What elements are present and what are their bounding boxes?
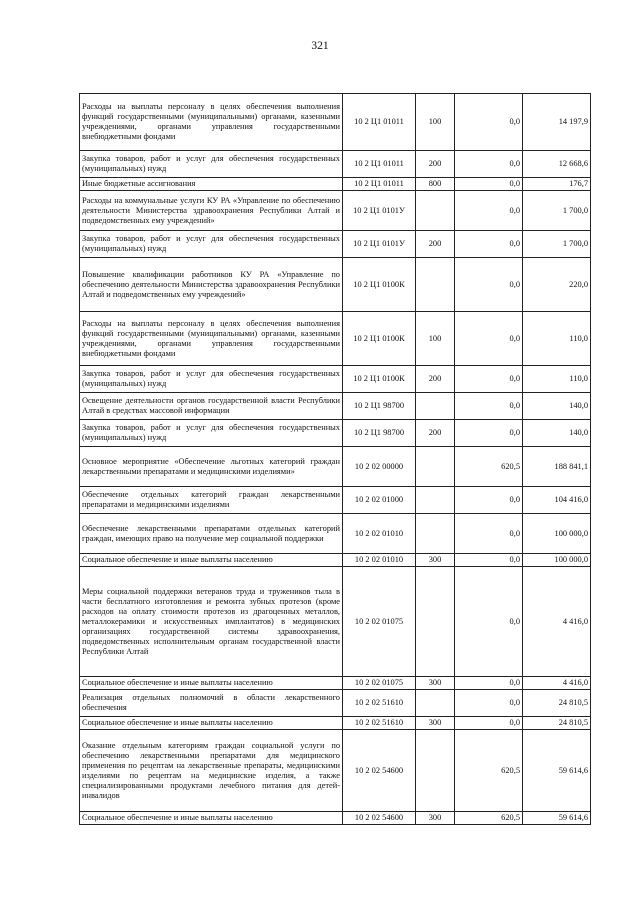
row-amount-2-cell: 104 416,0 (523, 487, 591, 514)
row-name-cell: Социальное обеспечение и иные выплаты населению (80, 554, 343, 567)
row-expense-type-cell: 300 (416, 717, 455, 730)
table-row (80, 94, 591, 151)
row-expense-type-cell (416, 447, 455, 487)
row-expense-type-cell (416, 730, 455, 812)
row-expense-type-cell: 200 (416, 420, 455, 447)
row-amount-1-cell: 0,0 (455, 94, 523, 151)
row-amount-2-cell: 100 000,0 (523, 514, 591, 554)
table-row (80, 191, 591, 231)
row-code-cell: 10 2 Ц1 0100К (343, 312, 416, 366)
table-row (80, 554, 591, 567)
row-amount-1-cell: 0,0 (455, 393, 523, 420)
row-amount-1-cell: 0,0 (455, 191, 523, 231)
row-amount-1-cell: 0,0 (455, 178, 523, 191)
table-row (80, 812, 591, 825)
row-amount-2-cell: 110,0 (523, 366, 591, 393)
row-expense-type-cell: 200 (416, 231, 455, 258)
table-row (80, 567, 591, 677)
row-expense-type-cell: 200 (416, 366, 455, 393)
row-code-cell: 10 2 Ц1 98700 (343, 420, 416, 447)
row-expense-type-cell (416, 191, 455, 231)
row-name-cell: Реализация отдельных полномочий в области лекарственного обеспечения (80, 690, 343, 717)
table-row (80, 717, 591, 730)
row-expense-type-cell (416, 393, 455, 420)
row-amount-1-cell: 0,0 (455, 258, 523, 312)
row-code-cell: 10 2 02 01010 (343, 514, 416, 554)
row-amount-1-cell: 0,0 (455, 151, 523, 178)
row-amount-2-cell: 110,0 (523, 312, 591, 366)
table-row (80, 514, 591, 554)
row-name-cell: Основное мероприятие «Обеспечение льготных категорий граждан лекарственными препаратами и медицинскими изделиями» (80, 447, 343, 487)
row-code-cell: 10 2 02 01075 (343, 567, 416, 677)
row-expense-type-cell (416, 514, 455, 554)
row-amount-1-cell: 0,0 (455, 366, 523, 393)
row-amount-2-cell: 188 841,1 (523, 447, 591, 487)
row-amount-2-cell: 100 000,0 (523, 554, 591, 567)
table-row (80, 393, 591, 420)
row-name-cell: Освещение деятельности органов государственной власти Республики Алтай в средствах массовой информации (80, 393, 343, 420)
row-expense-type-cell: 300 (416, 554, 455, 567)
row-name-cell: Оказание отдельным категориям граждан социальной услуги по обеспечению лекарственными препаратами для медицинского применения по рецептам на лекарственные препараты, медицинскими изделиями по рецептам на медицинские изделия, а также специализированными продуктами лечебного питания для детей-инвалидов (80, 730, 343, 812)
row-amount-2-cell: 14 197,9 (523, 94, 591, 151)
row-name-cell: Закупка товаров, работ и услуг для обеспечения государственных (муниципальных) нужд (80, 151, 343, 178)
row-code-cell: 10 2 Ц1 0101У (343, 191, 416, 231)
table-row (80, 258, 591, 312)
row-code-cell: 10 2 Ц1 0101У (343, 231, 416, 258)
page-number: 321 (311, 40, 329, 52)
row-amount-2-cell: 4 416,0 (523, 677, 591, 690)
row-name-cell: Расходы на коммунальные услуги КУ РА «Управление по обеспечению деятельности Министерства здравоохранения Республики Алтай и подведомственных ему учреждений» (80, 191, 343, 231)
row-amount-1-cell: 0,0 (455, 231, 523, 258)
row-code-cell: 10 2 02 54600 (343, 730, 416, 812)
row-code-cell: 10 2 02 51610 (343, 690, 416, 717)
row-name-cell: Обеспечение отдельных категорий граждан лекарственными препаратами и медицинскими изделиями (80, 487, 343, 514)
row-amount-1-cell: 0,0 (455, 420, 523, 447)
table-row (80, 312, 591, 366)
table-row (80, 420, 591, 447)
row-amount-1-cell: 620,5 (455, 812, 523, 825)
row-amount-2-cell: 24 810,5 (523, 717, 591, 730)
row-expense-type-cell (416, 690, 455, 717)
row-expense-type-cell: 300 (416, 812, 455, 825)
row-amount-1-cell: 620,5 (455, 730, 523, 812)
row-name-cell: Обеспечение лекарственными препаратами отдельных категорий граждан, имеющих право на получение мер социальной поддержки (80, 514, 343, 554)
row-expense-type-cell: 100 (416, 94, 455, 151)
row-amount-2-cell: 1 700,0 (523, 231, 591, 258)
row-name-cell: Расходы на выплаты персоналу в целях обеспечения выполнения функций государственными (муниципальными) органами, казенными учреждениями, органами управления государственными внебюджетными фондами (80, 94, 343, 151)
table-row (80, 366, 591, 393)
row-amount-2-cell: 24 810,5 (523, 690, 591, 717)
table-row (80, 447, 591, 487)
row-amount-2-cell: 220,0 (523, 258, 591, 312)
table-row (80, 730, 591, 812)
row-code-cell: 10 2 Ц1 0100К (343, 366, 416, 393)
row-amount-2-cell: 140,0 (523, 420, 591, 447)
row-amount-2-cell: 12 668,6 (523, 151, 591, 178)
row-amount-2-cell: 1 700,0 (523, 191, 591, 231)
row-code-cell: 10 2 02 00000 (343, 447, 416, 487)
row-amount-1-cell: 0,0 (455, 312, 523, 366)
row-amount-2-cell: 59 614,6 (523, 730, 591, 812)
row-name-cell: Повышение квалификации работников КУ РА «Управление по обеспечению деятельности Министерства здравоохранения Республики Алтай и подведомственных ему учреждений» (80, 258, 343, 312)
row-name-cell: Социальное обеспечение и иные выплаты населению (80, 717, 343, 730)
row-amount-2-cell: 4 416,0 (523, 567, 591, 677)
row-expense-type-cell: 100 (416, 312, 455, 366)
table-row (80, 677, 591, 690)
row-amount-1-cell: 0,0 (455, 717, 523, 730)
table-row (80, 231, 591, 258)
row-name-cell: Закупка товаров, работ и услуг для обеспечения государственных (муниципальных) нужд (80, 366, 343, 393)
row-name-cell: Расходы на выплаты персоналу в целях обеспечения выполнения функций государственными (муниципальными) органами, казенными учреждениями, органами управления государственными внебюджетными фондами (80, 312, 343, 366)
row-code-cell: 10 2 02 01075 (343, 677, 416, 690)
row-name-cell: Закупка товаров, работ и услуг для обеспечения государственных (муниципальных) нужд (80, 231, 343, 258)
row-amount-2-cell: 59 614,6 (523, 812, 591, 825)
row-expense-type-cell: 800 (416, 178, 455, 191)
row-amount-1-cell: 0,0 (455, 690, 523, 717)
table-row (80, 690, 591, 717)
table-row (80, 487, 591, 514)
row-name-cell: Социальное обеспечение и иные выплаты населению (80, 677, 343, 690)
row-code-cell: 10 2 02 01010 (343, 554, 416, 567)
row-amount-1-cell: 0,0 (455, 514, 523, 554)
row-amount-1-cell: 620,5 (455, 447, 523, 487)
row-code-cell: 10 2 Ц1 98700 (343, 393, 416, 420)
row-expense-type-cell: 300 (416, 677, 455, 690)
row-code-cell: 10 2 02 51610 (343, 717, 416, 730)
row-amount-2-cell: 140,0 (523, 393, 591, 420)
row-expense-type-cell (416, 567, 455, 677)
row-amount-1-cell: 0,0 (455, 567, 523, 677)
row-amount-1-cell: 0,0 (455, 487, 523, 514)
table-row (80, 178, 591, 191)
row-expense-type-cell (416, 487, 455, 514)
row-code-cell: 10 2 Ц1 01011 (343, 151, 416, 178)
row-name-cell: Социальное обеспечение и иные выплаты населению (80, 812, 343, 825)
row-code-cell: 10 2 Ц1 01011 (343, 94, 416, 151)
budget-table (79, 93, 591, 825)
row-code-cell: 10 2 02 01000 (343, 487, 416, 514)
row-amount-1-cell: 0,0 (455, 554, 523, 567)
row-expense-type-cell: 200 (416, 151, 455, 178)
row-expense-type-cell (416, 258, 455, 312)
row-code-cell: 10 2 02 54600 (343, 812, 416, 825)
row-name-cell: Меры социальной поддержки ветеранов труда и тружеников тыла в части бесплатного изготовления и ремонта зубных протезов (кроме расходов на оплату стоимости протезов из драгоценных металлов, металлокерамики и искусственных имплантатов) в медицинских организациях государственной системы здравоохранения, подведомственных исполнительным органам государственной власти Республики Алтай (80, 567, 343, 677)
row-code-cell: 10 2 Ц1 0100К (343, 258, 416, 312)
row-name-cell: Иные бюджетные ассигнования (80, 178, 343, 191)
row-amount-1-cell: 0,0 (455, 677, 523, 690)
table-row (80, 151, 591, 178)
row-amount-2-cell: 176,7 (523, 178, 591, 191)
row-name-cell: Закупка товаров, работ и услуг для обеспечения государственных (муниципальных) нужд (80, 420, 343, 447)
row-code-cell: 10 2 Ц1 01011 (343, 178, 416, 191)
